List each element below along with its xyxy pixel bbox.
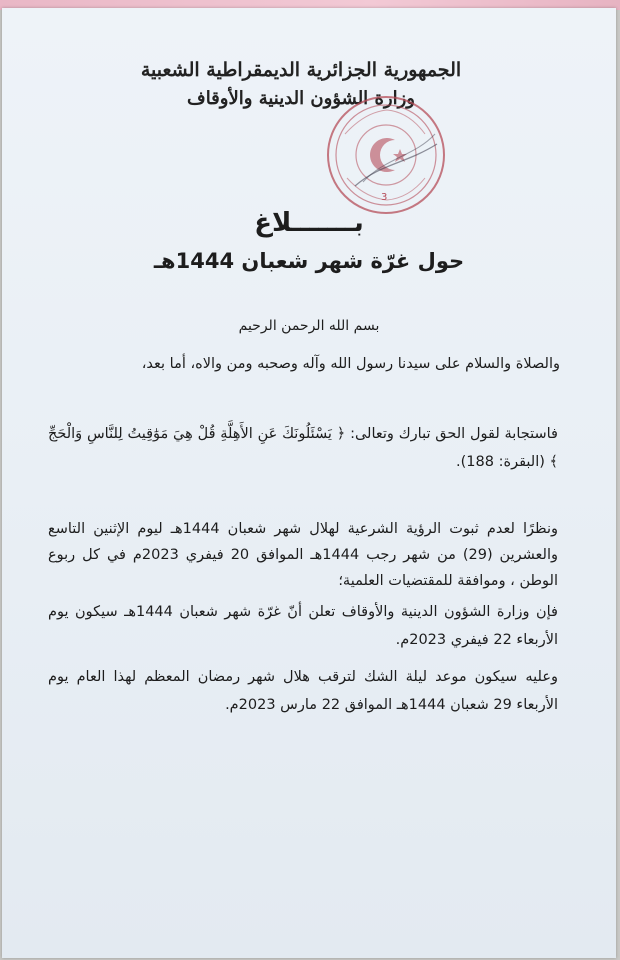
basmala: بسم الله الرحمن الرحيم xyxy=(238,318,380,334)
verse-text: ﴿ يَسْئَلُونَكَ عَنِ الأَهِلَّةِ قُلْ هِيَ مَوَٰقِيتُ لِلنَّاسِ وَالْحَجِّ ﴾ xyxy=(48,426,558,470)
official-seal-stamp xyxy=(325,94,447,216)
verse-reference: (البقرة: 188). xyxy=(456,454,545,470)
bulletin-subject: حول غرّة شهر شعبان 1444هـ xyxy=(153,249,465,273)
ministry-name: وزارة الشؤون الدينية والأوقاف xyxy=(187,88,415,109)
republic-name: الجمهورية الجزائرية الديمقراطية الشعبية xyxy=(140,59,462,81)
document-page xyxy=(2,8,616,958)
paragraph-announcement: فإن وزارة الشؤون الدينية والأوقاف تعلن أنّ غرّة شهر شعبان 1444هـ سيكون يوم الأربعاء 22 فيفري 2023م. xyxy=(48,604,558,648)
paragraph-sighting: ونظرًا لعدم ثبوت الرؤية الشرعية لهلال شهر شعبان 1444هـ ليوم الإثنين التاسع والعشرين (29) من شهر رجب 1444هـ الموافق 20 فيفري 2023م في كل ربوع الوطن ، وموافقة للمقتضيات العلمية؛ xyxy=(48,521,558,589)
bulletin-title xyxy=(2,208,616,238)
paragraph-quran-verse xyxy=(48,420,558,476)
seal-number: 3 xyxy=(381,192,388,203)
paragraph-doubt-night: وعليه سيكون موعد ليلة الشك لترقب هلال شهر رمضان المعظم لهذا العام يوم الأربعاء 29 شعبان 1444هـ الموافق 22 مارس 2023م. xyxy=(48,669,558,713)
verse-intro: فاستجابة لقول الحق تبارك وتعالى: xyxy=(350,426,558,442)
salutation: والصلاة والسلام على سيدنا رسول الله وآله وصحبه ومن والاه، أما بعد، xyxy=(141,356,560,372)
bulletin-title-text: بـــــــلاغ xyxy=(254,208,364,238)
